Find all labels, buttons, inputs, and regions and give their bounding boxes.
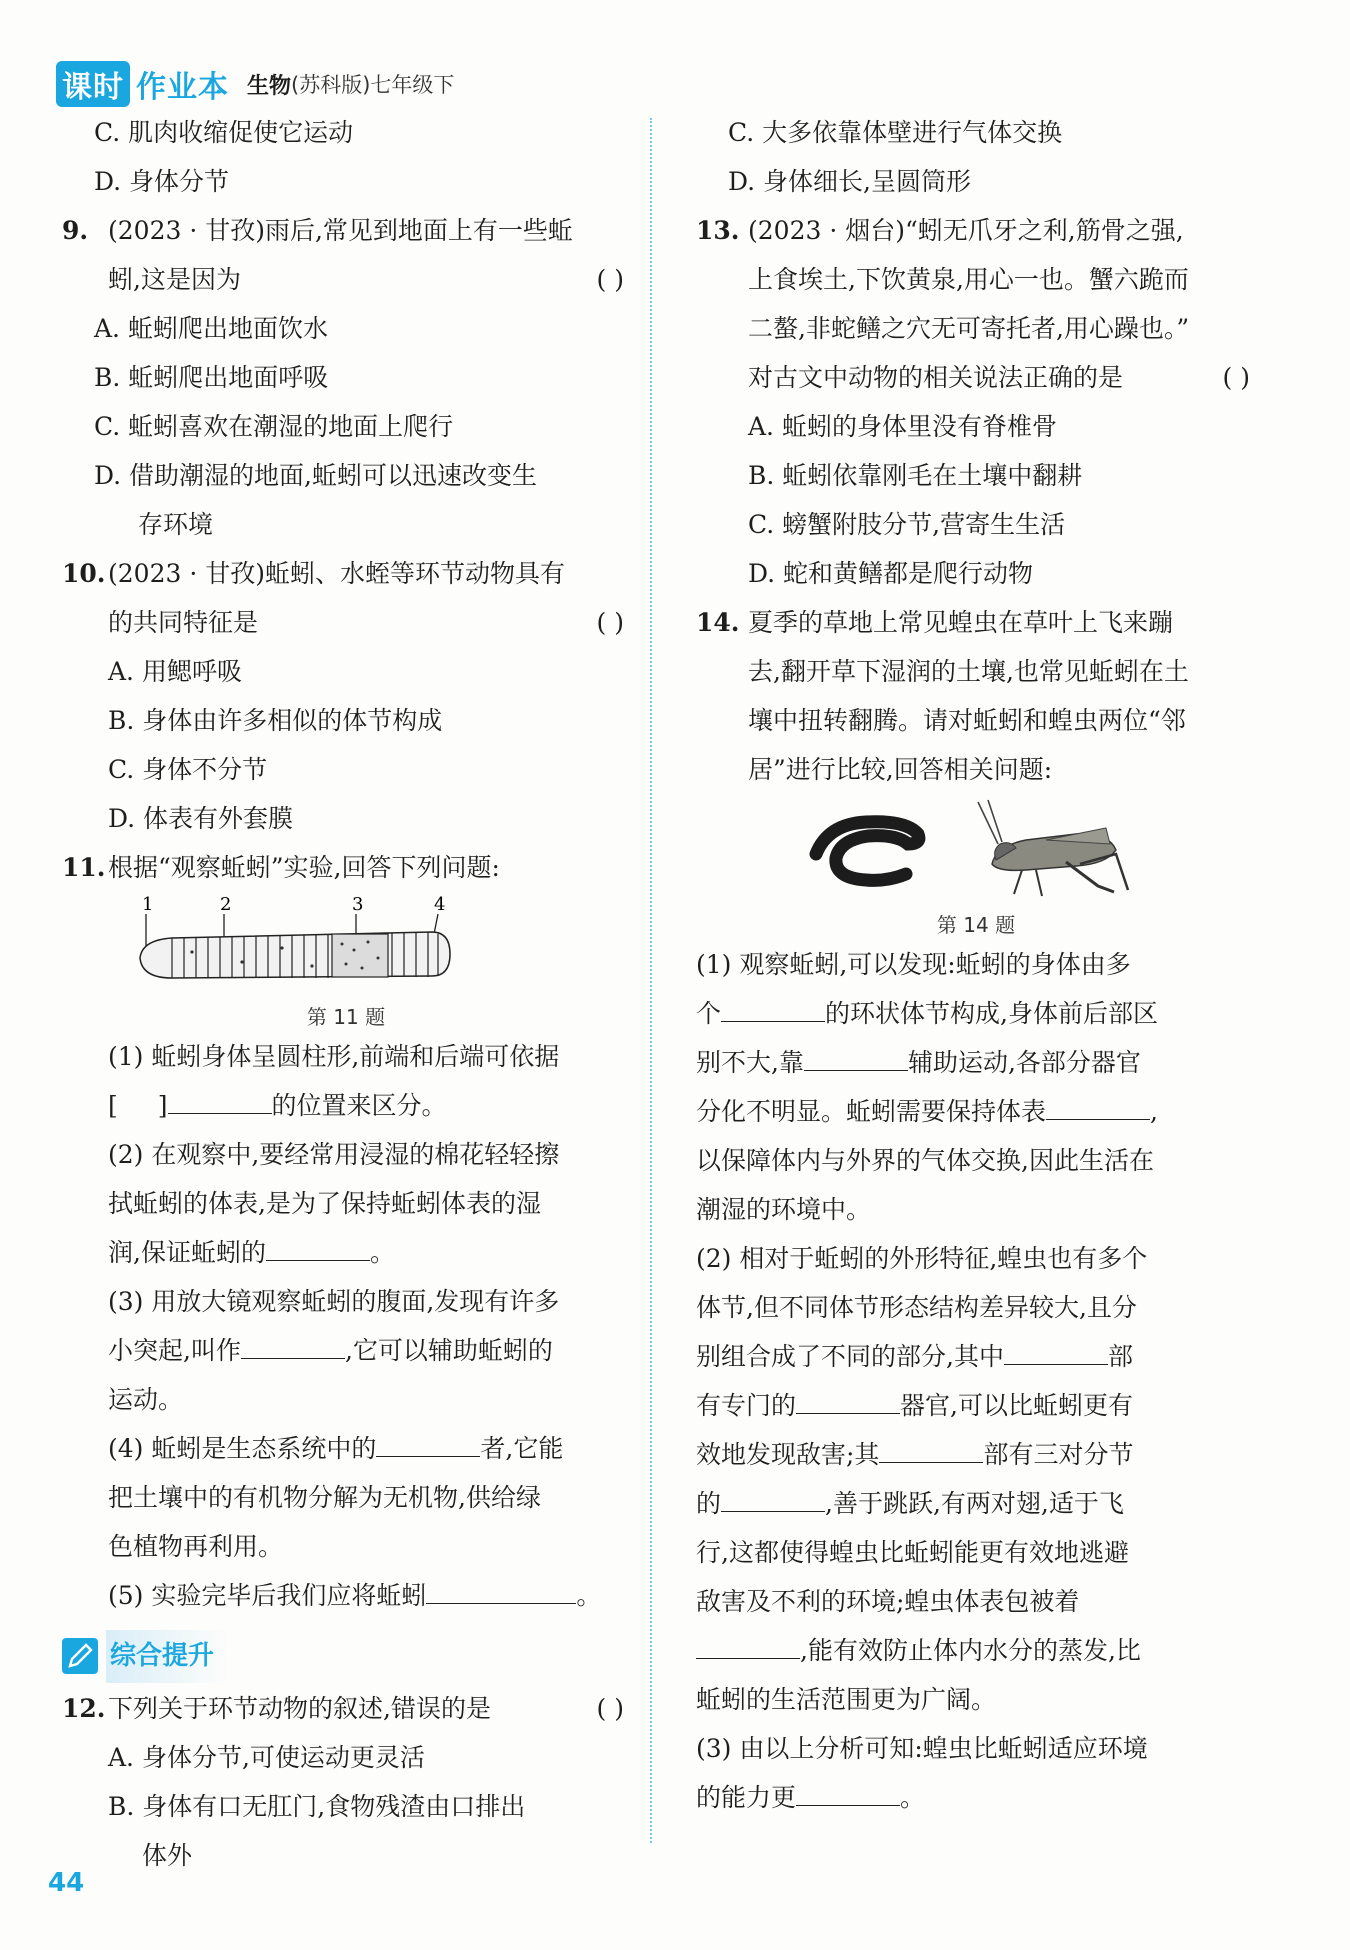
subject-title: 生物 [247,73,292,99]
option-c: C. 身体不分节 [108,755,268,784]
q11-sub3-cont [62,1326,630,1375]
grasshopper-icon [978,800,1128,896]
option-b-cont: 体外 [142,1841,193,1870]
figure-caption: 第 14 题 [936,913,1016,937]
bracket-open: [ [108,1091,118,1120]
q11-sub2-cont2 [62,1228,630,1277]
text-fragment: 的 [696,1489,722,1518]
question-number: 9. [62,216,89,245]
q14-part2-cont3 [696,1381,1256,1430]
q14-part2-cont6: 行,这都使得蝗虫比蚯蚓能更有效地逃避 [696,1538,1129,1567]
text-fragment: 部 [1107,1342,1133,1371]
option-a: A. 用鳃呼吸 [108,657,242,686]
question-text: 蚓,这是因为 [108,265,241,294]
text-fragment: 效地发现敌害;其 [696,1440,880,1469]
q14-part1-cont5: 潮湿的环境中。 [696,1195,872,1224]
answer-blank[interactable] [721,991,825,1022]
earthworm-grasshopper-figure [696,794,1256,910]
option-a: A. 蚯蚓爬出地面饮水 [94,314,328,343]
question-text: 居”进行比较,回答相关问题: [748,755,1053,784]
question-text: 夏季的草地上常见蝗虫在草叶上飞来蹦 [748,608,1174,637]
answer-blank[interactable] [721,1481,825,1512]
section-header [62,1628,630,1684]
edition-label: (苏科版) [291,73,371,97]
animals-illustration [696,794,1256,910]
question-12 [62,1684,630,1880]
earthworm-diagram [132,892,552,1002]
option-d: D. 蛇和黄鳝都是爬行动物 [748,559,1034,588]
text-fragment: 器官,可以比蚯蚓更有 [900,1391,1133,1420]
text-fragment: 辅助运动,各部分器官 [907,1048,1141,1077]
right-column [696,108,1256,1822]
question-9 [62,206,630,549]
question-number: 14. [696,608,740,637]
question-number: 10. [62,559,106,588]
text-fragment: 的环状体节构成,身体前后部区 [825,999,1158,1028]
left-column [62,108,630,1880]
question-text: (2023 · 甘孜)蚯蚓、水蛭等环节动物具有 [108,559,565,588]
answer-blank[interactable] [376,1426,480,1457]
option-a: A. 蚯蚓的身体里没有脊椎骨 [748,412,1057,441]
option-c: C. 蚯蚓喜欢在潮湿的地面上爬行 [94,412,454,441]
figure-label-1: 1 [142,894,154,915]
q14-part2-cont7: 敌害及不利的环境;蝗虫体表包被着 [696,1587,1080,1616]
q11-sub4-cont: 把土壤中的有机物分解为无机物,供给绿 [108,1483,541,1512]
text-fragment: 。 [369,1238,395,1267]
text-fragment: 别组合成了不同的部分,其中 [696,1342,1004,1371]
section-title: 综合提升 [106,1630,228,1683]
figure-label-2: 2 [220,894,232,915]
option-c: C. 螃蟹附肢分节,营寄生生活 [748,510,1066,539]
answer-blank[interactable] [1004,1334,1108,1365]
answer-paren: ( ) [596,265,624,294]
answer-blank[interactable] [426,1573,576,1604]
question-text: 根据“观察蚯蚓”实验,回答下列问题: [108,853,500,882]
question-11 [62,843,630,1620]
brand-logo-mark: 课时 [56,61,130,107]
text-fragment: , [1150,1097,1158,1126]
text-fragment: 有专门的 [696,1391,797,1420]
q11-sub2-cont: 拭蚯蚓的体表,是为了保持蚯蚓体表的湿 [108,1189,541,1218]
q11-sub3-cont2: 运动。 [108,1385,184,1414]
text-fragment: ,善于跳跃,有两对翅,适于飞 [825,1489,1124,1518]
option-b: B. 蚯蚓爬出地面呼吸 [94,363,329,392]
page-header [56,62,454,106]
option-b: B. 蚯蚓依靠刚毛在土壤中翻耕 [748,461,1083,490]
q11-sub4-cont2: 色植物再利用。 [108,1532,284,1561]
q11-sub5 [62,1571,630,1620]
figure-label-4: 4 [434,894,446,915]
text-fragment: ,它可以辅助蚯蚓的 [344,1336,553,1365]
question-10 [62,549,630,843]
answer-blank[interactable] [796,1775,900,1806]
text-fragment: (4) 蚯蚓是生态系统中的 [108,1434,377,1463]
question-number: 11. [62,853,106,882]
answer-blank[interactable] [796,1383,900,1414]
question-text: (2023 · 甘孜)雨后,常见到地面上有一些蚯 [108,216,573,245]
option-d: D. 体表有外套膜 [108,804,294,833]
question-text: 二螯,非蛇鳝之穴无可寄托者,用心躁也。” [748,314,1190,343]
q14-part2-cont8 [696,1626,1256,1675]
option-a: A. 身体分节,可使运动更灵活 [108,1743,425,1772]
q14-part2-cont5 [696,1479,1256,1528]
answer-blank[interactable] [266,1230,370,1261]
answer-blank[interactable] [804,1040,908,1071]
earthworm-figure [132,892,552,1002]
question-13 [696,206,1256,598]
q11-sub2: (2) 在观察中,要经常用浸湿的棉花轻轻擦 [108,1140,560,1169]
question-number: 13. [696,216,740,245]
q12-option-c: C. 大多依靠体壁进行气体交换 [728,118,1063,147]
q14-part2-cont9: 蚯蚓的生活范围更为广阔。 [696,1685,997,1714]
answer-blank[interactable] [241,1328,345,1359]
q11-sub1: (1) 蚯蚓身体呈圆柱形,前端和后端可依据 [108,1042,560,1071]
grade-label: 七年级下 [370,73,455,97]
q8-option-c: C. 肌肉收缩促使它运动 [94,118,354,147]
option-d: D. 借助潮湿的地面,蚯蚓可以迅速改变生 [94,461,537,490]
text-fragment: 分化不明显。蚯蚓需要保持体表 [696,1097,1047,1126]
option-b: B. 身体由许多相似的体节构成 [108,706,443,735]
text-fragment: 。 [900,1783,926,1812]
text-fragment: 部有三对分节 [983,1440,1134,1469]
question-text: 去,翻开草下湿润的土壤,也常见蚯蚓在土 [748,657,1189,686]
brand-logo-text: 作业本 [136,70,229,105]
question-text: 对古文中动物的相关说法正确的是 [748,363,1124,392]
pencil-icon [62,1638,98,1674]
text-fragment: 润,保证蚯蚓的 [108,1238,266,1267]
answer-blank[interactable] [1046,1089,1150,1120]
answer-blank[interactable] [879,1432,983,1463]
answer-paren: ( ) [1222,363,1250,392]
answer-paren: ( ) [596,608,624,637]
q8-option-d: D. 身体分节 [94,167,230,196]
q14-part1-cont4: 以保障体内与外界的气体交换,因此生活在 [696,1146,1154,1175]
text-fragment: 小突起,叫作 [108,1336,241,1365]
brand-logo [56,61,229,107]
q14-part1-cont2 [696,1038,1256,1087]
option-d-cont: 存环境 [138,510,214,539]
q14-part2-cont2 [696,1332,1256,1381]
page-number: 44 [48,1868,85,1898]
column-divider [650,118,652,1843]
q12-option-d: D. 身体细长,呈圆筒形 [728,167,971,196]
question-text: (2023 · 烟台)“蚓无爪牙之利,筋骨之强, [748,216,1184,245]
answer-blank[interactable] [696,1628,800,1659]
answer-paren: ( ) [596,1694,624,1723]
question-text: 下列关于环节动物的叙述,错误的是 [108,1694,491,1723]
text-fragment: 。 [576,1581,602,1610]
q14-part1-cont3 [696,1087,1256,1136]
text-fragment: 的能力更 [696,1783,797,1812]
q11-sub3: (3) 用放大镜观察蚯蚓的腹面,发现有许多 [108,1287,560,1316]
q14-part1: (1) 观察蚯蚓,可以发现:蚯蚓的身体由多 [696,950,1131,979]
q11-sub4 [62,1424,630,1473]
text-fragment: ,能有效防止体内水分的蒸发,比 [800,1636,1141,1665]
text-fragment: 的位置来区分。 [271,1091,447,1120]
q14-part3: (3) 由以上分析可知:蝗虫比蚯蚓适应环境 [696,1734,1148,1763]
earthworm-icon [816,822,919,881]
text-fragment: 个 [696,999,722,1028]
question-text: 上食埃土,下饮黄泉,用心一也。蟹六跪而 [748,265,1189,294]
figure-caption: 第 11 题 [306,1005,386,1029]
text-fragment: 者,它能 [480,1434,564,1463]
q14-part2: (2) 相对于蚯蚓的外形特征,蝗虫也有多个 [696,1244,1148,1273]
question-14 [696,598,1256,1822]
figure-label-3: 3 [352,894,364,915]
question-text: 的共同特征是 [108,608,259,637]
option-b: B. 身体有口无肛门,食物残渣由口排出 [108,1792,526,1821]
q14-part1-cont [696,989,1256,1038]
q14-part2-cont: 体节,但不同体节形态结构差异较大,且分 [696,1293,1137,1322]
answer-blank[interactable] [168,1083,272,1114]
text-fragment: (5) 实验完毕后我们应将蚯蚓 [108,1581,427,1610]
q14-part2-cont4 [696,1430,1256,1479]
question-text: 壤中扭转翻腾。请对蚯蚓和蝗虫两位“邻 [748,706,1186,735]
question-number: 12. [62,1694,106,1723]
text-fragment: 别不大,靠 [696,1048,804,1077]
bracket-close: ] [157,1091,168,1120]
q14-part3-cont [696,1773,1256,1822]
q11-sub1-cont [62,1081,630,1130]
